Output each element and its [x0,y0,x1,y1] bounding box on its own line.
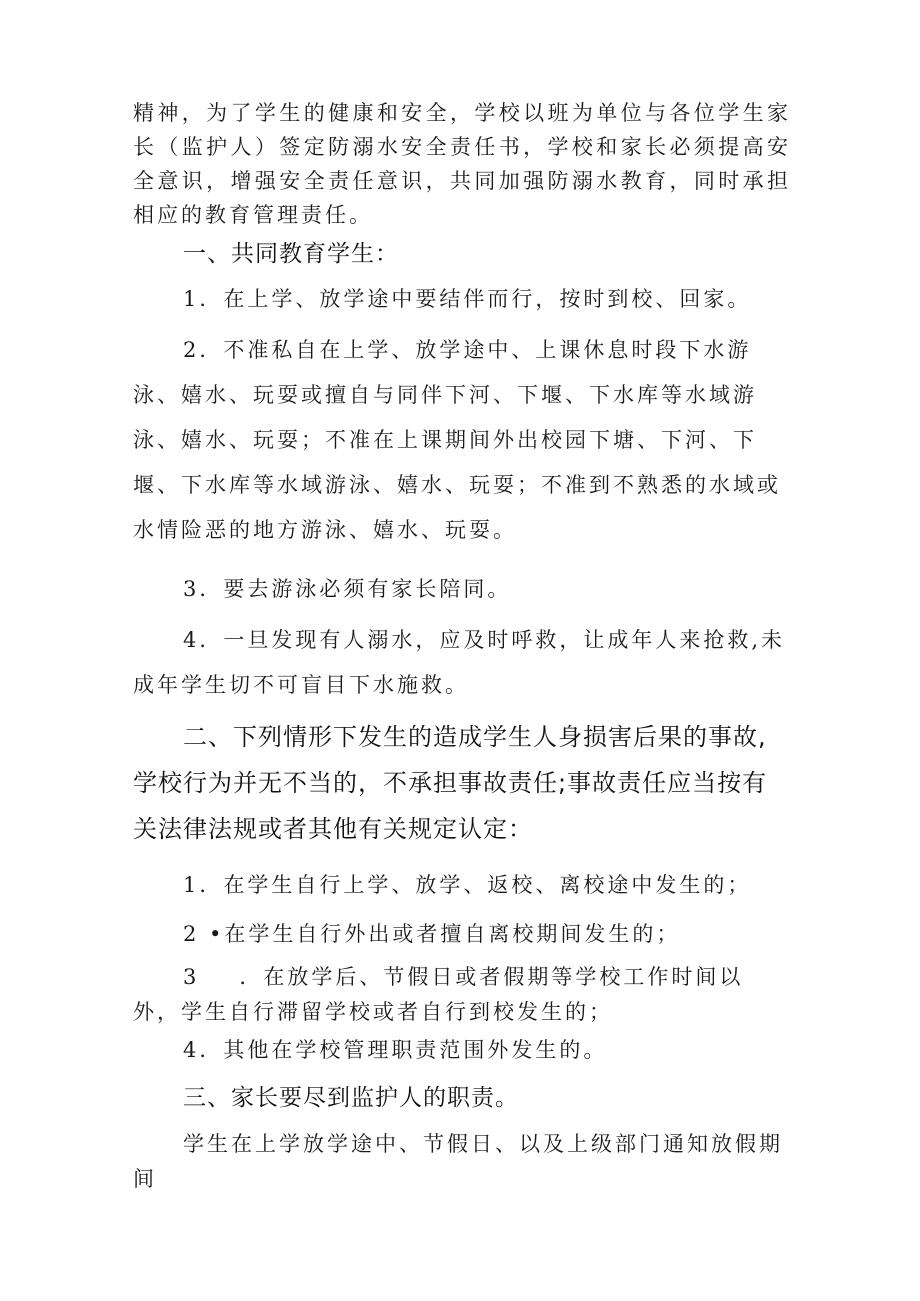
section-3-paragraph: 学生在上学放学途中、节假日、以及上级部门通知放假期间 [133,1132,783,1191]
section-1-item-1: 1．在上学、放学途中要结伴而行，按时到校、回家。 [183,287,752,311]
section-1-item-2: 2．不准私自在上学、放学途中、上课休息时段下水游泳、嬉水、玩耍或擅自与同伴下河、下堰、下水库等水域游泳、嬉水、玩耍；不准在上课期间外出校园下塘、下河、下堰、下水库等水域游泳、嬉水、玩耍；不准到不熟悉的水域或水情险恶的地方游泳、嬉水、玩耍。 [133,338,781,542]
intro-paragraph: 精神，为了学生的健康和安全，学校以班为单位与各位学生家长（监护人）签定防溺水安全责任书，学校和家长必须提高安全意识，增强安全责任意识，共同加强防溺水教育，同时承担相应的教育管理责任。 [133,101,791,227]
section-2-item-1: 1．在学生自行上学、放学、返校、离校途中发生的； [183,873,752,897]
section-2-heading: 二、下列情形下发生的造成学生人身损害后果的事故,学校行为并无不当的，不承担事故责任;事故责任应当按有关法律法规或者其他有关规定认定： [133,723,768,843]
section-2-item-2: 2 •在学生自行外出或者擅自离校期间发生的； [183,922,681,946]
section-3-heading: 三、家长要尽到监护人的职责。 [183,1085,519,1111]
section-1-item-4: 4．一旦发现有人溺水，应及时呼救，让成年人来抢救,未成年学生切不可盲目下水施救。 [133,628,786,697]
section-1-heading: 一、共同教育学生： [183,241,399,267]
section-2-item-3-number: 3 [183,965,200,989]
section-2-item-3 [133,960,791,1030]
section-2-item-3-text: ．在放学后、节假日或者假期等学校工作时间以外，学生自行滞留学校或者自行到校发生的； [133,965,744,1024]
section-1-item-3: 3．要去游泳必须有家长陪同。 [183,577,512,601]
section-2-item-4: 4．其他在学校管理职责范围外发生的。 [183,1038,608,1062]
